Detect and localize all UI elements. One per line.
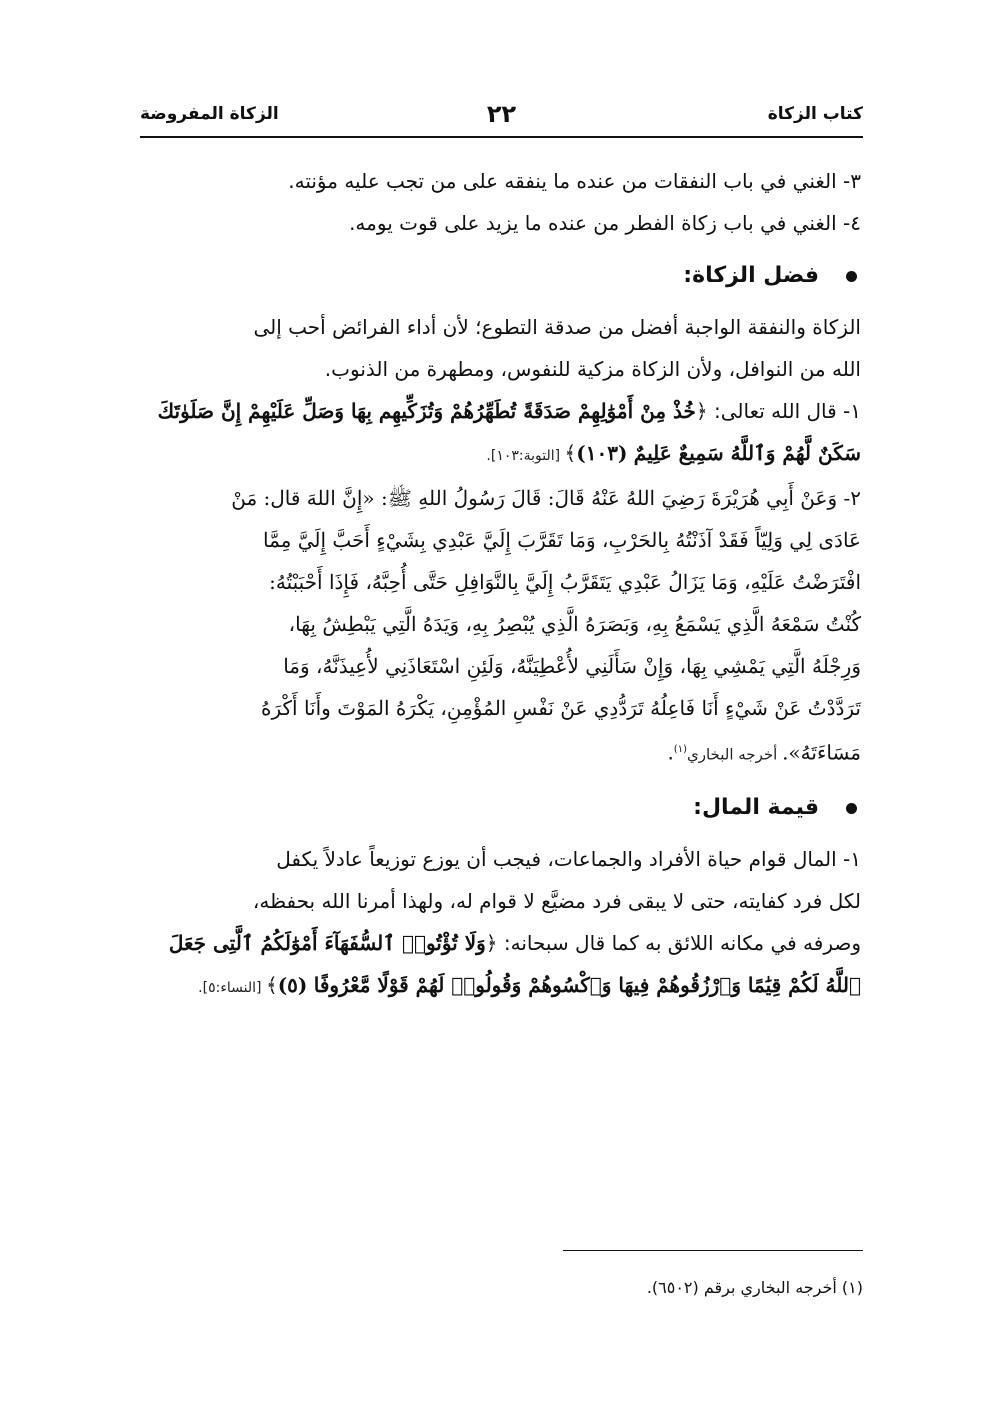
chapter-title: الزكاة المفروضة bbox=[140, 104, 279, 124]
hadith-line: ٢- وَعَنْ أَبِي هُرَيْرَةَ رَضِيَ اللهُ عَنْهُ قَالَ: قَالَ رَسُولُ اللهِ ﷺ: «إِنَّ اللهَ قال: مَنْ bbox=[231, 486, 861, 510]
list-item-3: ٣- الغني في باب النفقات من عنده ما ينفقه على من تجب عليه مؤنته. bbox=[288, 169, 861, 193]
header-rule bbox=[140, 136, 863, 138]
page-number: ٢٢ bbox=[486, 100, 517, 128]
hadith-end: مَسَاءَتَهُ». bbox=[782, 740, 861, 765]
footnote-rule bbox=[563, 1250, 863, 1251]
quote-intro: ١- قال الله تعالى: bbox=[707, 399, 861, 423]
hadith-source: أخرجه البخاري bbox=[686, 745, 783, 764]
hadith-line: كُنْتُ سَمْعَهُ الَّذِي يَسْمَعُ بِهِ، وَبَصَرَهُ الَّذِي يُبْصِرُ بِهِ، وَيَدَهُ الَّتِي يَبْطِشُ بِهَا، bbox=[288, 612, 861, 636]
running-head bbox=[140, 100, 863, 134]
quran-quote-line bbox=[140, 390, 861, 432]
hadith-line: افْتَرَضْتُ عَلَيْهِ، وَمَا يَزَالُ عَبْدِي يَتَقَرَّبُ إِلَيَّ بِالنَّوَافِلِ حَتَّى أُحِبَّهُ، فَإِذَا أَحْبَبْتُهُ: bbox=[269, 570, 861, 594]
surah-citation: [النساء:٥]. bbox=[198, 979, 266, 996]
hadith-line: عَادَى لِي وَلِيّاً فَقَدْ آذَنْتُهُ بِالحَرْبِ، وَمَا تَقَرَّبَ إِلَيَّ عَبْدِي بِشَيْءٍ أَحَبَّ إِلَيَّ مِمَّا bbox=[262, 528, 861, 552]
paragraph-line: ١- المال قوام حياة الأفراد والجماعات، فيجب أن يوزع توزيعاً عادلاً يكفل bbox=[276, 846, 861, 871]
quran-quote-line bbox=[140, 922, 861, 964]
ayah-text: ٱللَّهُ لَكُمْ قِيَٰمًا وَٱرْزُقُوهُمْ فِيهَا وَٱكْسُوهُمْ وَقُولُوا۟ لَهُمْ قَوْلًا مَّعْرُوفًا bbox=[313, 972, 861, 997]
book-title: كتاب الزكاة bbox=[767, 104, 863, 124]
hadith-line: تَرَدَّدْتُ عَنْ شَيْءٍ أَنَا فَاعِلُهُ تَرَدُّدِي عَنْ نَفْسِ المُؤْمِنِ، يَكْرَهُ المَوْتَ وأَنَا أَكْرَهُ bbox=[261, 696, 861, 720]
bullet-icon bbox=[846, 271, 857, 282]
section-heading-zakat-virtue bbox=[140, 256, 861, 296]
ayah-number: (٥) bbox=[277, 972, 308, 997]
ayah-text: سَكَنٌ لَّهُمْ وَٱللَّهُ سَمِيعٌ عَلِيمٌ bbox=[633, 441, 861, 465]
footnote: (١) أخرجه البخاري برقم (٦٥٠٢). bbox=[646, 1278, 863, 1297]
ayah-text: وَلَا تُؤْتُوا۟ ٱلسُّفَهَآءَ أَمْوَٰلَكُمُ ٱلَّتِى جَعَلَ bbox=[168, 930, 486, 955]
section-title: قيمة المال: bbox=[693, 794, 819, 820]
surah-citation: [التوبة:١٠٣]. bbox=[486, 448, 565, 464]
hadith-line: وَرِجْلَهُ الَّتِي يَمْشِي بِهَا، وَإِنْ سَأَلَنِي لأُعْطِيَنَّهُ، وَلَئِنِ اسْتَعَاذَنِي لأُعِيذَنَّهُ، وَمَا bbox=[283, 654, 861, 678]
section-title: فضل الزكاة: bbox=[683, 263, 819, 288]
ayah-text: خُذْ مِنْ أَمْوَٰلِهِمْ صَدَقَةً تُطَهِّرُهُمْ وَتُزَكِّيهِم بِهَا وَصَلِّ عَلَيْهِمْ إِنَّ صَلَوٰتَكَ bbox=[157, 399, 696, 423]
footnote-ref[interactable]: (١) bbox=[673, 744, 687, 755]
paragraph-line: الزكاة والنفقة الواجبة أفضل من صدقة التطوع؛ لأن أداء الفرائض أحب إلى bbox=[253, 315, 861, 339]
quote-intro: وصرفه في مكانه اللائق به كما قال سبحانه: bbox=[497, 930, 861, 955]
paragraph-line: الله من النوافل، ولأن الزكاة مزكية للنفوس، ومطهرة من الذنوب. bbox=[324, 357, 861, 381]
quran-quote-line bbox=[140, 432, 861, 477]
period: . bbox=[667, 740, 674, 765]
bullet-icon bbox=[846, 803, 857, 814]
paragraph-line: لكل فرد كفايته، حتى لا يبقى فرد مضيَّع لا قوام له، ولهذا أمرنا الله بحفظه، bbox=[252, 888, 861, 913]
ornate-bracket-close-icon: ﴾ bbox=[265, 972, 278, 997]
ornate-bracket-open-icon: ﴿ bbox=[485, 930, 498, 955]
hadith-line-last bbox=[140, 729, 861, 776]
quran-quote-line bbox=[140, 964, 861, 1009]
ornate-bracket-open-icon: ﴿ bbox=[695, 399, 708, 423]
list-item-4: ٤- الغني في باب زكاة الفطر من عنده ما يزيد على قوت يومه. bbox=[349, 211, 861, 235]
section-heading-wealth-value bbox=[140, 788, 861, 828]
ayah-number: (١٠٣) bbox=[576, 441, 628, 465]
ornate-bracket-close-icon: ﴾ bbox=[564, 441, 577, 465]
page-body bbox=[140, 160, 861, 1009]
